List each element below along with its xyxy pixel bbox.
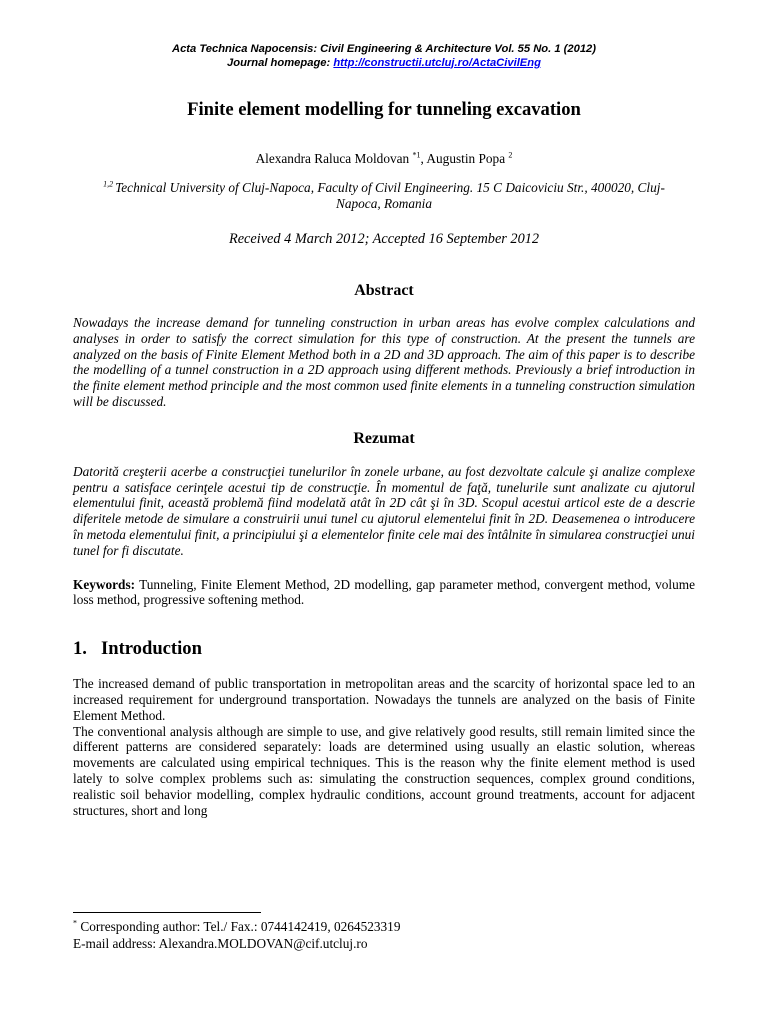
introduction-body — [73, 676, 695, 818]
author-line — [73, 151, 695, 167]
journal-header — [73, 43, 695, 70]
footnote-email: E-mail address: Alexandra.MOLDOVAN@cif.utcluj.ro — [73, 936, 368, 951]
paper-page — [73, 0, 695, 951]
affiliation-text: Technical University of Cluj-Napoca, Faculty of Civil Engineering. 15 C Daicoviciu Str., 400020, Cluj-Napoca, Romania — [115, 180, 665, 211]
footnote-sup: * — [73, 918, 77, 928]
paper-title: Finite element modelling for tunneling excavation — [187, 99, 581, 120]
footnote-rule — [73, 912, 261, 913]
received-dates: Received 4 March 2012; Accepted 16 September 2012 — [228, 231, 540, 247]
author-2-sup: 2 — [508, 150, 513, 160]
affiliation — [73, 180, 695, 212]
abstract-heading: Abstract — [354, 282, 414, 299]
intro-paragraph-2: The conventional analysis although are simple to use, and give relatively good results, still remain limited since the different patterns are considered separately: loads are determined using usually an elastic solution, whereas movements are calculated using empirical techniques. This is the reason why the finite element method is used lately to solve complex problems such as: simulating the construction sequences, complex ground conditions, realistic soil behavior modelling, complex hydraulic conditions, account ground treatments, account for adjacent structures, short and long — [73, 723, 695, 818]
journal-citation: Acta Technica Napocensis: Civil Engineering & Architecture Vol. 55 No. 1 (2012) — [171, 43, 596, 55]
affiliation-sup: 1,2 — [103, 179, 116, 189]
footnote — [73, 918, 695, 952]
homepage-label: Journal homepage: — [227, 56, 334, 69]
section-title: Introduction — [101, 638, 202, 660]
author-1: Alexandra Raluca Moldovan — [255, 151, 413, 166]
keywords-text: Tunneling, Finite Element Method, 2D modelling, gap parameter method, convergent method, volume loss method, progressive softening method. — [73, 576, 695, 608]
footnote-contact: Corresponding author: Tel./ Fax.: 0744142419, 0264523319 — [77, 919, 401, 934]
keywords — [73, 577, 695, 609]
footnote-line-1 — [73, 918, 695, 935]
rezumat-text: Datorită creşterii acerbe a construcţiei tunelurilor în zonele urbane, au fost dezvoltate calcule şi analize complexe pentru a satisface cerinţele acestui tip de construcţie. În momentul de faţă, tunelurile sunt analizate cu ajutorul elementului finit, această problemă fiind modelată atât în 2D cât şi în 3D. Scopul acestui articol este de a descrie diferitele metode de simulare a construirii unui tunel cu ajutorul elementelui finit în 2D. Deasemenea o introducere în metoda elementului finit, a principiului şi a elementelor finite cele mai des întâlnite în simularea construcţiei unui tunel for fi discutate. — [73, 463, 695, 558]
introduction-heading — [73, 638, 695, 660]
abstract-text: Nowadays the increase demand for tunneling construction in urban areas has evolve complex calculations and analyses in order to satisfy the correct simulation for this type of construction. At the present the tunnels are analyzed on the basis of Finite Element Method both in a 2D and 3D approach. The aim of this paper is to describe the modelling of a tunnel construction in a 2D approach using different methods. Previously a brief introduction in the finite element method principle and the most common used finite elements in a tunneling construction simulation will be discussed. — [73, 315, 695, 409]
keywords-label: Keywords: — [73, 576, 136, 592]
intro-paragraph-1: The increased demand of public transportation in metropolitan areas and the scarcity of horizontal space led to an increased requirement for underground transportation. Nowadays the tunnels are analyzed on the basis of Finite Element Method. — [73, 676, 695, 723]
author-1-sup: *1 — [412, 150, 421, 160]
rezumat-heading: Rezumat — [353, 429, 415, 447]
author-separator: , Augustin Popa — [420, 151, 509, 166]
homepage-link[interactable]: http://constructii.utcluj.ro/ActaCivilEng — [333, 56, 541, 69]
journal-homepage-line — [73, 57, 695, 71]
section-number: 1. — [73, 638, 87, 660]
